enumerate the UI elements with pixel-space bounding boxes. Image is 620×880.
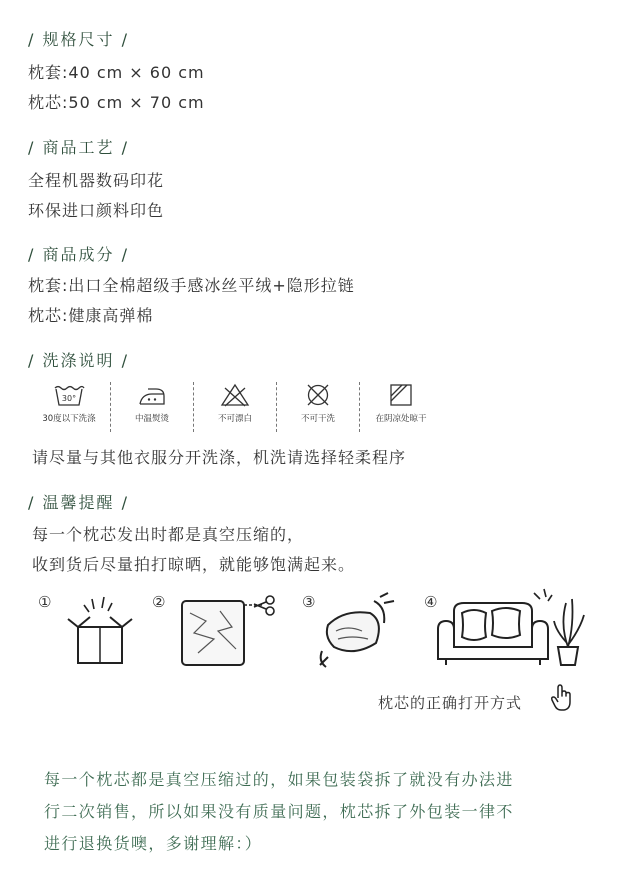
hand-pointer-icon xyxy=(550,684,574,712)
note-line-2: 行二次销售，所以如果没有质量问题，枕芯拆了外包装一律不 xyxy=(44,802,514,821)
material-section-title: / 商品成分 / xyxy=(28,245,129,264)
svg-text:30°: 30° xyxy=(61,394,77,403)
opening-caption: 枕芯的正确打开方式 xyxy=(378,694,523,712)
step-3-number: ③ xyxy=(302,593,316,611)
spec-section-title: / 规格尺寸 / xyxy=(28,30,129,49)
reminder-line-pat: 收到货后尽量拍打晾晒，就能够饱满起来。 xyxy=(32,555,356,574)
washing-instruction: 请尽量与其他衣服分开洗涤，机洗请选择轻柔程序 xyxy=(32,448,407,467)
note-line-3: 进行退换货噢，多谢理解：） xyxy=(44,834,263,853)
sofa-pillows-icon xyxy=(428,585,588,671)
no-bleach-icon xyxy=(217,382,253,408)
spec-pillow-core-size: 枕芯:50 cm × 70 cm xyxy=(28,93,205,112)
care-label-wash: 30度以下洗涤 xyxy=(42,414,96,424)
reminder-section-title: / 温馨提醒 / xyxy=(28,493,129,512)
material-pillowcase: 枕套:出口全棉超级手感冰丝平绒+隐形拉链 xyxy=(28,276,355,295)
care-item-iron xyxy=(110,382,193,432)
craft-line-print: 全程机器数码印花 xyxy=(28,171,165,190)
opening-steps xyxy=(0,585,620,680)
care-label-iron: 中温熨烫 xyxy=(134,414,169,424)
step-4-number: ④ xyxy=(424,593,438,611)
care-label-dry: 在阴凉处晾干 xyxy=(375,414,427,424)
craft-line-pigment: 环保进口颜料印色 xyxy=(28,201,165,220)
material-pillow-core: 枕芯:健康高弹棉 xyxy=(28,306,154,325)
pat-pillow-icon xyxy=(314,591,398,673)
craft-section-title: / 商品工艺 / xyxy=(28,138,129,157)
iron-medium-icon xyxy=(134,382,170,408)
note-line-1: 每一个枕芯都是真空压缩过的，如果包装袋拆了就没有办法进 xyxy=(44,770,514,789)
care-label-dryclean: 不可干洗 xyxy=(300,414,335,424)
care-label-bleach: 不可漂白 xyxy=(217,414,252,424)
spec-pillowcase-size: 枕套:40 cm × 60 cm xyxy=(28,63,205,82)
shade-dry-icon xyxy=(383,382,419,408)
wash-30-icon xyxy=(51,382,87,408)
no-dryclean-icon xyxy=(300,382,336,408)
step-1-number: ① xyxy=(38,593,52,611)
cut-package-icon xyxy=(172,593,282,673)
care-item-wash xyxy=(28,382,110,432)
care-item-dry xyxy=(359,382,442,432)
washing-section-title: / 洗涤说明 / xyxy=(28,351,129,370)
care-item-bleach xyxy=(193,382,276,432)
care-icons-row xyxy=(28,382,448,432)
care-item-dryclean xyxy=(276,382,359,432)
reminder-line-vacuum: 每一个枕芯发出时都是真空压缩的， xyxy=(32,525,305,544)
step-2-number: ② xyxy=(152,593,166,611)
box-open-icon xyxy=(60,595,140,667)
